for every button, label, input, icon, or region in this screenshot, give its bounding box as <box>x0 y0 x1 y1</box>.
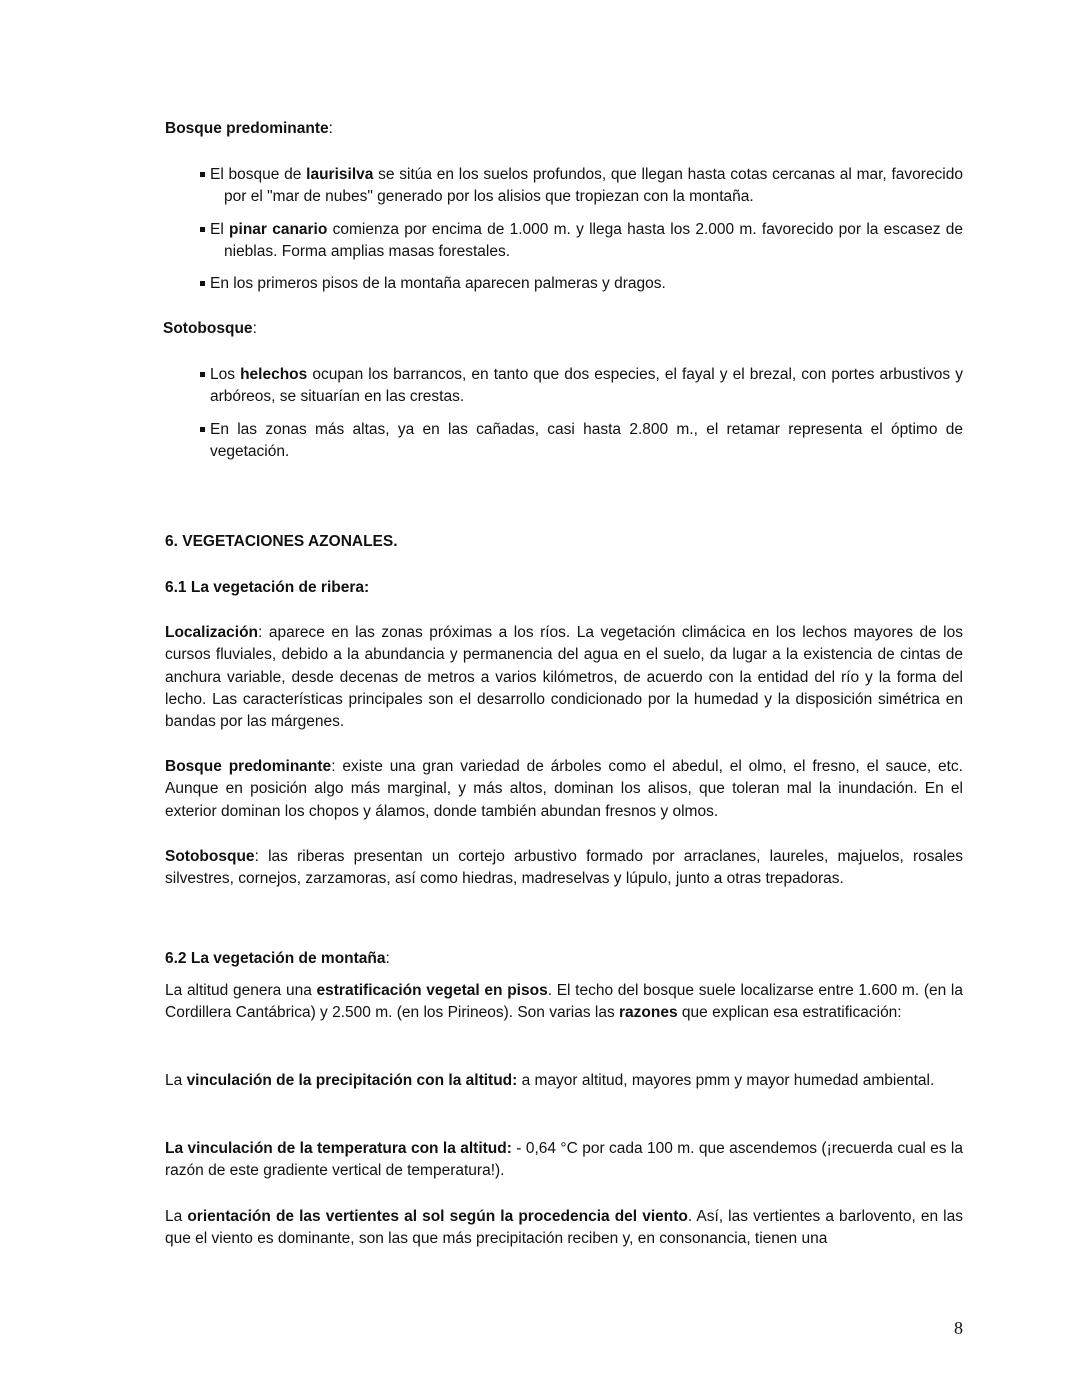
bosque-heading: Bosque predominante: <box>165 120 333 137</box>
subsection-title-montana: 6.2 La vegetación de montaña: <box>165 950 390 967</box>
bullet-square-icon <box>200 372 205 377</box>
paragraph-estratificacion: La altitud genera una estratificación vegetal en pisos. El techo del bosque suele localizarse entre 1.600 m. (en la Cordillera Cantábrica) y 2.500 m. (en los Pirineos). Son varias las razones que explican esa estratificación: <box>165 982 963 1022</box>
list-item: En los primeros pisos de la montaña aparecen palmeras y dragos. <box>198 273 963 295</box>
paragraph-sotobosque-ribera: Sotobosque: las riberas presentan un cortejo arbustivo formado por arraclanes, laureles, majuelos, rosales silvestres, cornejos, zarzamoras, así como hiedras, madreselvas y lúpulo, junto a otras trepadoras. <box>165 848 963 888</box>
bullet-square-icon <box>200 281 205 286</box>
sotobosque-list <box>198 364 963 463</box>
paragraph-orientacion: La orientación de las vertientes al sol según la procedencia del viento. Así, las vertientes a barlovento, en las que el viento es dominante, son las que más precipitación reciben y, en consonancia, tienen una <box>165 1208 963 1248</box>
list-item: En las zonas más altas, ya en las cañadas, casi hasta 2.800 m., el retamar representa el óptimo de vegetación. <box>198 419 963 464</box>
paragraph-localizacion: Localización: aparece en las zonas próximas a los ríos. La vegetación climácica en los lechos mayores de los cursos fluviales, debido a la abundancia y permanencia del agua en el suelo, da lugar a la existencia de cintas de anchura variable, desde decenas de metros a varios kilómetros, de acuerdo con la entidad del río y la forma del lecho. Las características principales son el desarrollo condicionado por la humedad y la disposición simétrica en bandas por las márgenes. <box>165 624 963 731</box>
list-item: Los helechos ocupan los barrancos, en tanto que dos especies, el fayal y el brezal, con portes arbustivos y arbóreos, se situarían en las crestas. <box>198 364 963 409</box>
list-item: El pinar canario comienza por encima de 1.000 m. y llega hasta los 2.000 m. favorecido por la escasez de nieblas. Forma amplias masas forestales. <box>198 219 963 264</box>
bullet-square-icon <box>200 172 205 177</box>
bosque-list <box>198 164 963 295</box>
paragraph-bosque-ribera: Bosque predominante: existe una gran variedad de árboles como el abedul, el olmo, el fresno, el sauce, etc. Aunque en posición algo más marginal, y más altos, dominan los alisos, que toleran mal la inundación. En el exterior dominan los chopos y álamos, donde también abundan fresnos y olmos. <box>165 758 963 820</box>
subsection-title-ribera: 6.1 La vegetación de ribera: <box>165 579 370 596</box>
section-title: 6. VEGETACIONES AZONALES. <box>165 533 398 550</box>
paragraph-precipitacion: La vinculación de la precipitación con la altitud: a mayor altitud, mayores pmm y mayor humedad ambiental. <box>165 1072 935 1089</box>
paragraph-temperatura: La vinculación de la temperatura con la altitud: - 0,64 °C por cada 100 m. que ascendemos (¡recuerda cual es la razón de este gradiente vertical de temperatura!). <box>165 1140 963 1180</box>
page-number: 8 <box>954 1318 963 1338</box>
list-item: El bosque de laurisilva se sitúa en los suelos profundos, que llegan hasta cotas cercanas al mar, favorecido por el "mar de nubes" generado por los alisios que tropiezan con la montaña. <box>198 164 963 209</box>
bullet-square-icon <box>200 427 205 432</box>
bullet-square-icon <box>200 227 205 232</box>
sotobosque-heading: Sotobosque: <box>163 320 257 337</box>
